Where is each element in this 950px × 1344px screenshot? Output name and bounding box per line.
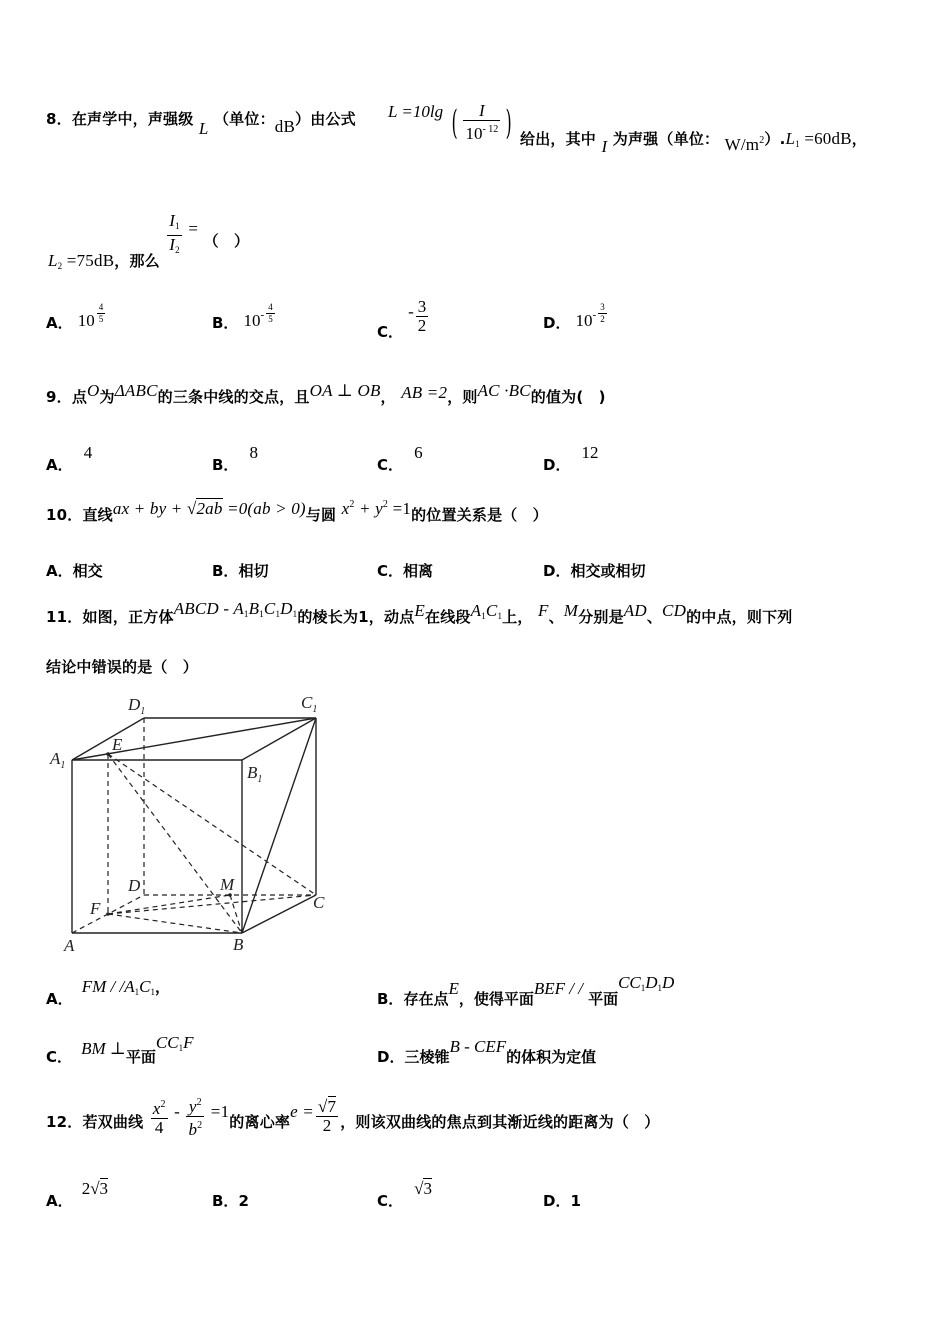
question-11-stem: 11．如图，正方体ABCD - $A_1B_1C_1D_1$的棱长为1，动点E在线段$A_1C_1$上， F、M分别是AD、CD的中点，则下列 [46,599,793,626]
q8-option-d[interactable]: D． 10- $\frac{3}{2}$ [543,302,605,332]
q8-option-a[interactable]: A． 10 $\frac{4}{5}$ [46,302,104,332]
segment-E-B [108,754,242,933]
point-F [106,912,110,916]
label-M: M [220,875,235,894]
label-D1: $D_1$ [128,695,146,717]
point-E [106,752,110,756]
q12-option-a[interactable]: A． 2√3 [46,1179,109,1210]
q10-option-d[interactable]: D．相交或相切 [543,562,646,580]
question-12-stem: 12．若双曲线 $\frac{x^2}{4}$ - $\frac{y^2}{b^2}$ =1的离心率e = $\frac{√7}{2}$ ，则该双曲线的焦点到其渐近线的距离为（ ） [46,1094,659,1139]
q12-option-c[interactable]: C． √3 [377,1179,432,1210]
q8-option-c[interactable]: C． - $\frac{3}{2}$ [377,297,427,341]
segment-E-C [108,754,316,895]
segment-M-B [230,895,242,933]
x-fraction: $\frac{x^2}{4}$ [151,1096,168,1137]
label-F: F [90,899,101,918]
q10-option-c[interactable]: C．相离 [377,562,434,580]
segment-F-M [108,895,230,914]
label-A: A [64,936,75,955]
q8-option-b[interactable]: B． 10- $\frac{4}{5}$ [212,302,273,332]
label-A1: $A_1$ [50,749,66,771]
label-E: E [112,735,123,754]
segment-F-B [108,914,242,933]
q9-option-c[interactable]: C． 6 [377,443,423,474]
q9-option-b[interactable]: B． 8 [212,443,259,474]
ratio-fraction: $\frac{I_1}{I_2}$ [169,211,180,255]
y-fraction: $\frac{y^2}{b^2}$ [186,1094,204,1139]
label-D: D [128,876,141,895]
q11-option-d[interactable]: D．三棱锥B - CEF的体积为定值 [377,1037,597,1066]
e-fraction: $\frac{√7}{2}$ [317,1097,337,1135]
label-C: C [313,893,325,912]
fraction: $\frac{I}{10^{- 12}}$ [465,101,499,143]
label-B1: $B_1$ [247,763,263,785]
q11-option-c[interactable]: C． BM ⊥平面$CC_1F$ [46,1033,194,1066]
q12-option-d[interactable]: D．1 [543,1192,581,1210]
q12-option-b[interactable]: B．2 [212,1192,249,1210]
question-number: 8． [46,110,72,128]
q10-option-a[interactable]: A．相交 [46,562,103,580]
question-11-stem-2: 结论中错误的是（ ） [46,658,199,676]
question-8-stem-2: 给出，其中 I 为声强（单位： $W/m^2).L_1 =60dB$， [520,129,867,156]
q9-option-d[interactable]: D． 12 [543,443,599,474]
cube-figure [44,688,344,960]
q10-option-b[interactable]: B．相切 [212,562,269,580]
label-B: B [233,935,244,954]
question-8-stem-3: $L_2 =75dB$，那么 $\frac{I_1}{I_2}$ = （ ） [48,211,250,271]
question-10-stem: 10．直线ax + by + √2ab =0(ab > 0)与圆 $x^2 + y^2 =1$的位置关系是（ ） [46,499,548,524]
question-8-stem: 8．在声学中，声强级 L （单位：dB）由公式 [46,110,356,138]
q11-option-a[interactable]: A． FM / $/A_1C_1$， [46,977,170,1008]
q11-option-b[interactable]: B．存在点E，使得平面BEF / / 平面$CC_1D_1D$ [377,973,675,1008]
question-9-stem: 9．点O为ΔABC的三条中线的交点，且OA ⊥ OB， AB =2，则AC ·BC的值为( ) [46,381,606,406]
q8-formula: L =10lg ( $\frac{I}{10^{- 12}}$ ) [388,101,512,143]
q9-option-a[interactable]: A． 4 [46,443,93,474]
label-C1: $C_1$ [301,693,318,715]
